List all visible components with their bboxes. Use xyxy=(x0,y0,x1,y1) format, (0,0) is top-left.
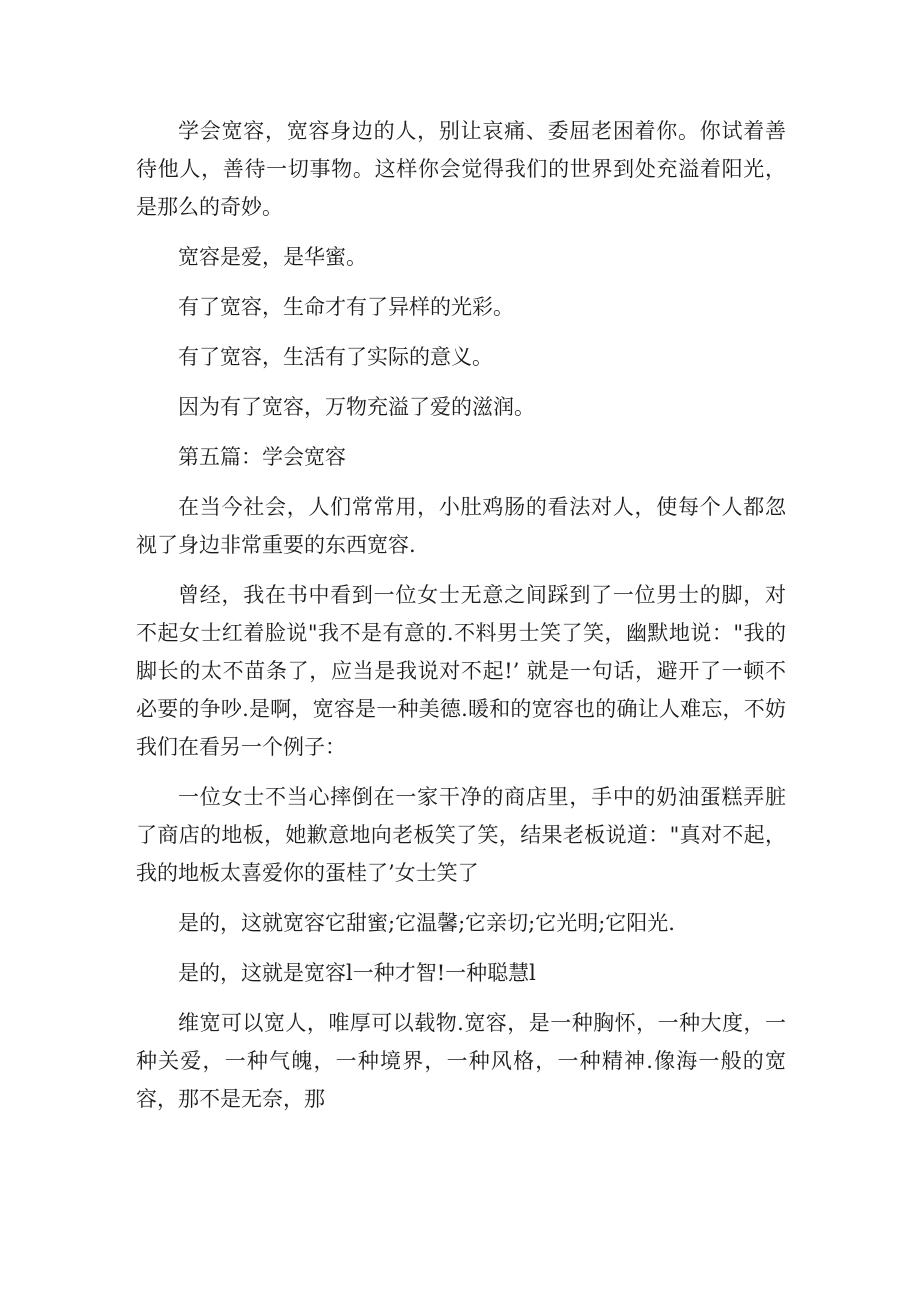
paragraph-5: 因为有了宽容，万物充溢了爱的滋润。 xyxy=(178,395,535,419)
section-heading: 第五篇：学会宽容 xyxy=(178,445,346,469)
paragraph-1: 学会宽容，宽容身边的人，别让哀痛、委屈老困着你。你试着善待他人，善待一切事物。这样你会觉得我们的世界到处充溢着阳光，是那么的奇妙。 xyxy=(136,119,786,219)
paragraph-3: 有了宽容，生命才有了异样的光彩。 xyxy=(178,295,514,319)
document-body xyxy=(136,112,786,1130)
paragraph-7: 在当今社会，人们常常用，小肚鸡肠的看法对人，使每个人都忽视了身边非常重要的东西宽容. xyxy=(136,495,786,557)
paragraph-8: 曾经，我在书中看到一位女士无意之间踩到了一位男士的脚，对不起女士红着脸说"我不是有意的.不料男士笑了笑，幽默地说："我的脚长的太不苗条了，应当是我说对不起!’ 就是一句话，避开了一顿不必要的争吵.是啊，宽容是一种美德.暖和的宽容也的确让人难忘，不妨我们在看另一个例子： xyxy=(136,583,786,759)
paragraph-2: 宽容是爱，是华蜜。 xyxy=(178,245,367,269)
paragraph-11: 是的，这就是宽容l一种才智!一种聪慧l xyxy=(178,961,536,985)
paragraph-10: 是的，这就宽容它甜蜜;它温馨;它亲切;它光明;它阳光. xyxy=(178,911,675,935)
paragraph-4: 有了宽容，生活有了实际的意义。 xyxy=(178,345,493,369)
paragraph-12: 维宽可以宽人，唯厚可以载物.宽容，是一种胸怀，一种大度，一种关爱，一种气魄，一种境界，一种风格，一种精神.像海一般的宽容，那不是无奈，那 xyxy=(136,1011,786,1111)
paragraph-9: 一位女士不当心摔倒在一家干净的商店里，手中的奶油蛋糕弄脏了商店的地板，她歉意地向老板笑了笑，结果老板说道："真对不起，我的地板太喜爱你的蛋桂了’女士笑了 xyxy=(136,785,786,885)
